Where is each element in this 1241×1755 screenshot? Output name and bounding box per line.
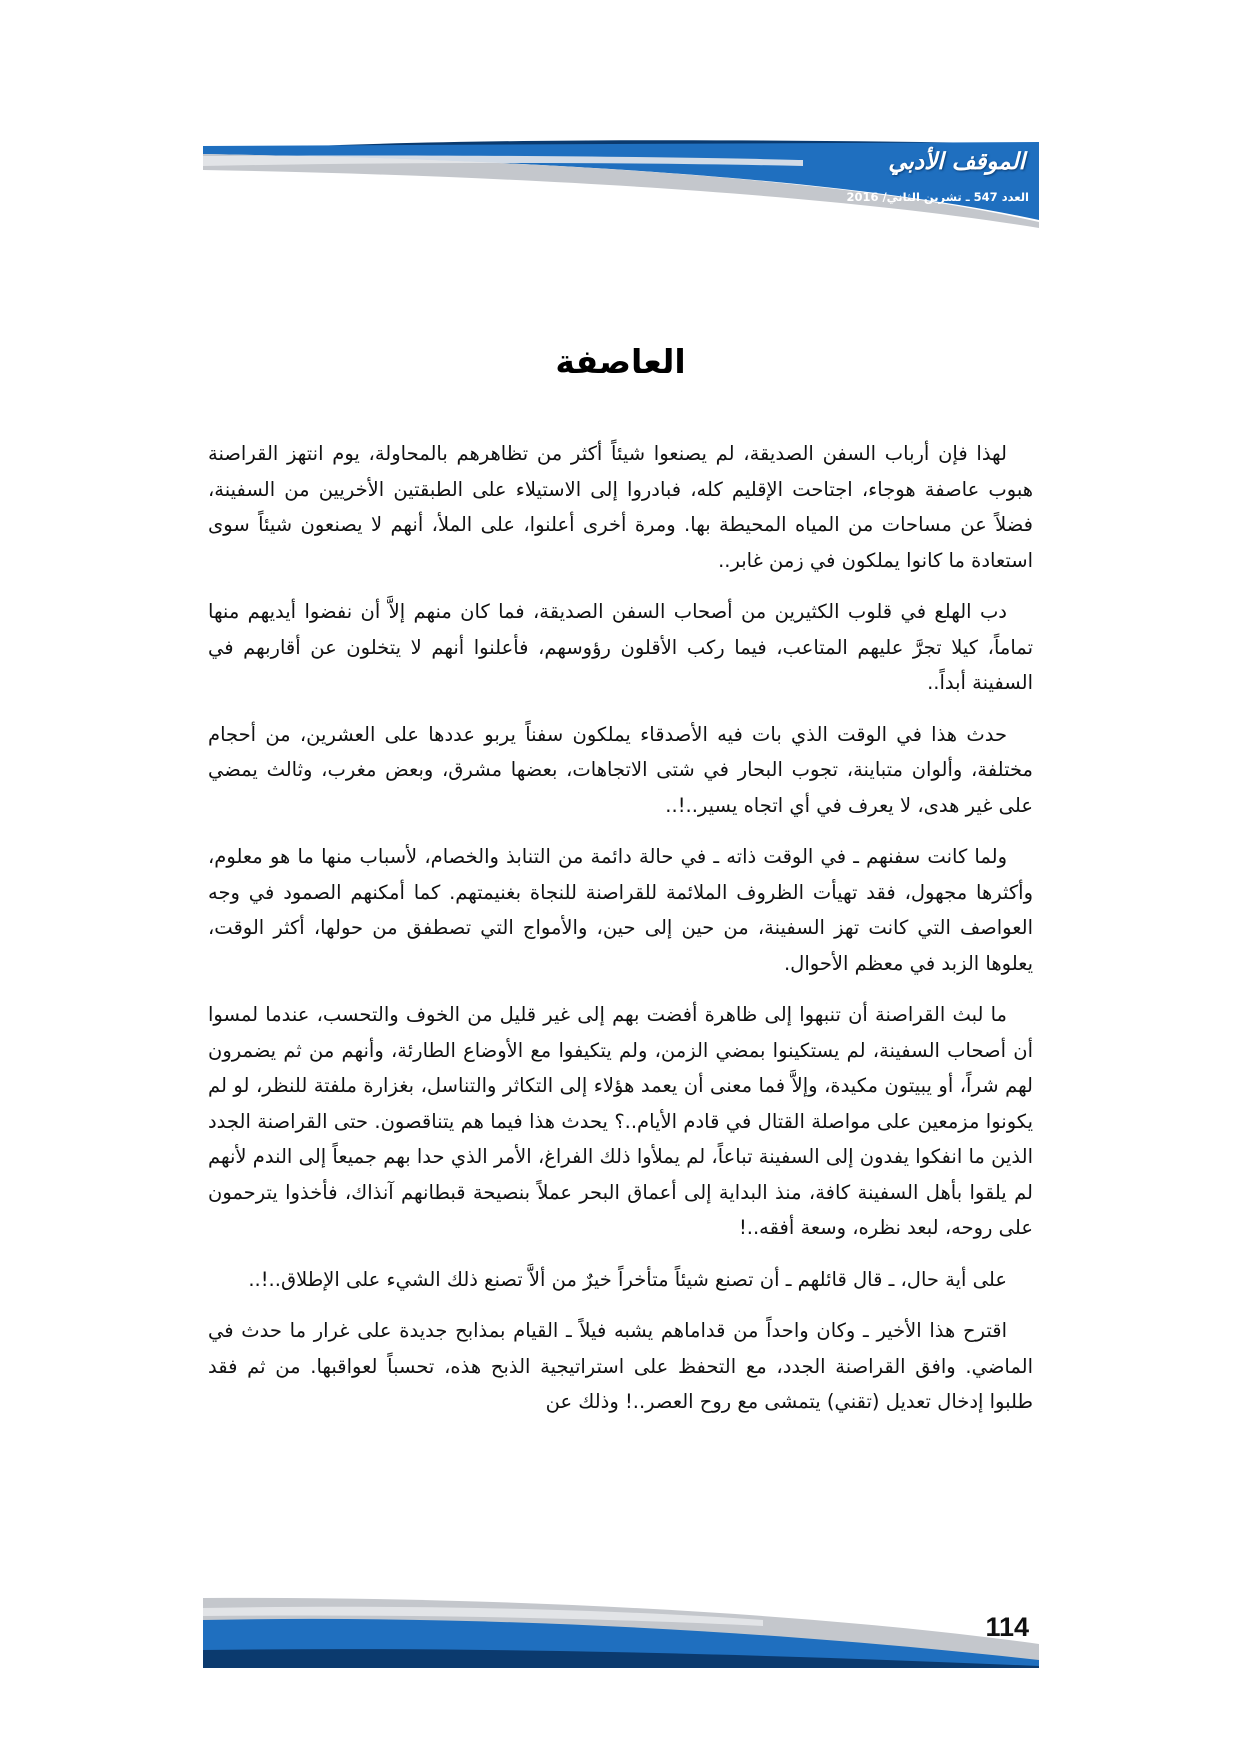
- article-title: العاصفة: [555, 342, 686, 381]
- article-body: [208, 436, 1033, 1436]
- paragraph: دب الهلع في قلوب الكثيرين من أصحاب السفن الصديقة، فما كان منهم إلاَّ أن نفضوا أيديهم منها تماماً، كيلا تجرَّ عليهم المتاعب، فيما ركب الأقلون رؤوسهم، فأعلنوا أنهم لا يتخلون عن أقاربهم في السفينة أبداً..: [208, 600, 1033, 694]
- magazine-logo: الموقف الأدبي: [888, 148, 1025, 175]
- page-number: 114: [985, 1612, 1029, 1642]
- header-banner: [203, 140, 1039, 230]
- paragraph: ولما كانت سفنهم ـ في الوقت ذاته ـ في حالة دائمة من التنابذ والخصام، لأسباب منها ما هو معلوم، وأكثرها مجهول، فقد تهيأت الظروف الملائمة للقراصنة للنجاة بغنيمتهم. كما أمكنهم الصمود في وجه العواصف التي كانت تهز السفينة، من حين إلى حين، والأمواج التي تصطفق من حولها، أكثر الوقت، يعلوها الزبد في معظم الأحوال.: [208, 845, 1033, 975]
- issue-info: العدد 547 ـ تشرين الثاني/ 2016: [846, 190, 1029, 204]
- paragraph: ما لبث القراصنة أن تنبهوا إلى ظاهرة أفضت بهم إلى غير قليل من الخوف والتحسب، عندما لمسوا أن أصحاب السفينة، لم يستكينوا بمضي الزمن، ولم يتكيفوا مع الأوضاع الطارئة، وأنهم من ثم يضمرون لهم شراً، أو يبيتون مكيدة، وإلاَّ فما معنى أن يعمد هؤلاء إلى التكاثر والتناسل، بغزارة ملفتة للنظر، لو لم يكونوا مزمعين على مواصلة القتال في قادم الأيام..؟ يحدث هذا فيما هم يتناقصون. حتى القراصنة الجدد الذين ما انفكوا يفدون إلى السفينة تباعاً، لم يملأوا ذلك الفراغ، الأمر الذي حدا بهم جميعاً إلى الندم لأنهم لم يلقوا بأهل السفينة كافة، منذ البداية إلى أعماق البحر عملاً بنصيحة قبطانهم آنذاك، فأخذوا يترحمون على روحه، لبعد نظره، وسعة أفقه..!: [208, 1003, 1033, 1239]
- paragraph: حدث هذا في الوقت الذي بات فيه الأصدقاء يملكون سفناً يربو عددها على العشرين، من أحجام مختلفة، وألوان متباينة، تجوب البحار في شتى الاتجاهات، بعضها مشرق، وبعض مغرب، وثالث يمضي على غير هدى، لا يعرف في أي اتجاه يسير..!..: [208, 722, 1033, 817]
- paragraph: اقترح هذا الأخير ـ وكان واحداً من قداماهم يشبه فيلاً ـ القيام بمذابح جديدة على غرار ما حدث في الماضي. وافق القراصنة الجدد، مع التحفظ على استراتيجية الذبح هذه، تحسباً لعواقبها. من ثم فقد طلبوا إدخال تعديل (تقني) يتمشى مع روح العصر..! وذلك عن: [208, 1319, 1033, 1413]
- footer-swoosh: [203, 1590, 1039, 1672]
- footer-banner: [203, 1590, 1039, 1672]
- paragraph: على أية حال، ـ قال قائلهم ـ أن تصنع شيئاً متأخراً خيرٌ من ألاَّ تصنع ذلك الشيء على الإطلاق..!..: [248, 1267, 1007, 1291]
- paragraph: لهذا فإن أرباب السفن الصديقة، لم يصنعوا شيئاً أكثر من تظاهرهم بالمحاولة، يوم انتهز القراصنة هبوب عاصفة هوجاء، اجتاحت الإقليم كله، فبادروا إلى الاستيلاء على الطبقتين الأخريين من السفينة، فضلاً عن مساحات من المياه المحيطة بها. ومرة أخرى أعلنوا، على الملأ، أنهم لا يصنعون شيئاً سوى استعادة ما كانوا يملكون في زمن غابر..: [208, 442, 1033, 572]
